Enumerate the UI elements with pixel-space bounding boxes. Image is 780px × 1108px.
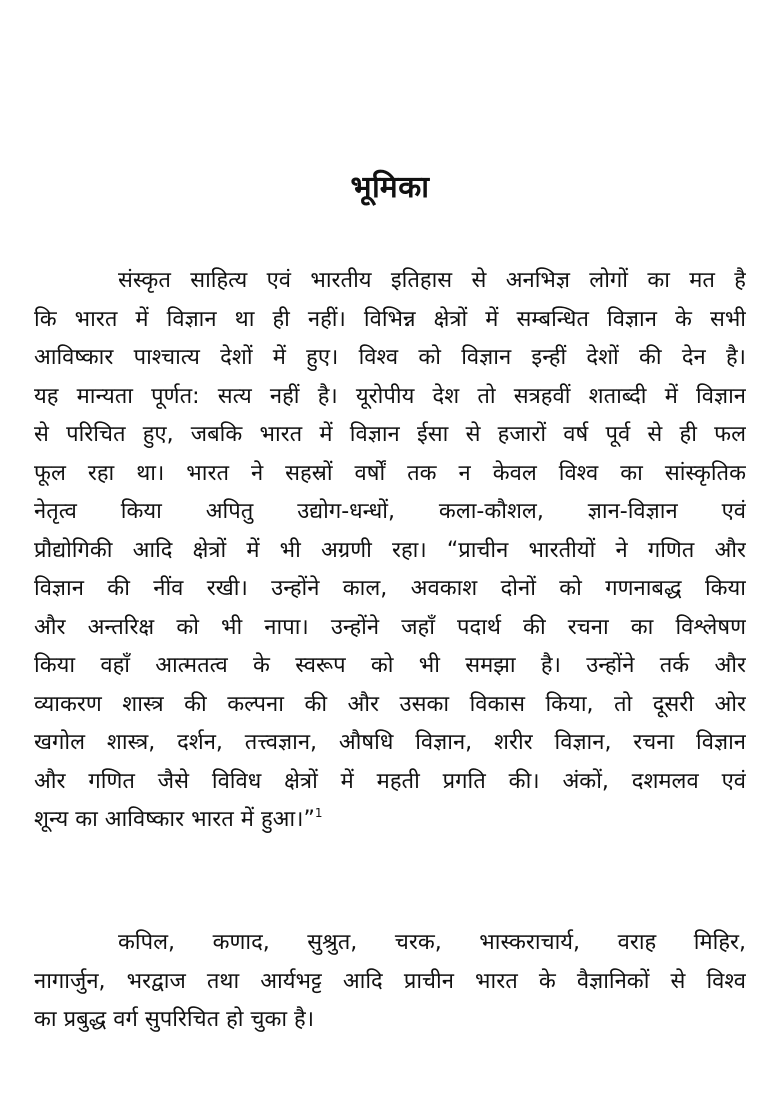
text-line: फूल रहा था। भारत ने सहस्रों वर्षों तक न केवल विश्व का सांस्कृतिक (34, 460, 746, 486)
footnote-mark: 1 (314, 806, 323, 820)
text-line: आविष्कार पाश्चात्य देशों में हुए। विश्व को विज्ञान इन्हीं देशों की देन है। (34, 345, 746, 370)
page-title: भूमिका (350, 170, 430, 205)
text-line: व्याकरण शास्त्र की कल्पना की और उसका विकास किया, तो दूसरी ओर (34, 691, 746, 717)
paragraph-2 (34, 924, 746, 1040)
text-line: कि भारत में विज्ञान था ही नहीं। विभिन्न क्षेत्रों में सम्बन्धित विज्ञान के सभी (34, 306, 746, 332)
text-line: और गणित जैसे विविध क्षेत्रों में महती प्रगति की। अंकों, दशमलव एवं (34, 768, 746, 794)
text-line: और अन्तरिक्ष को भी नापा। उन्होंने जहाँ पदार्थ की रचना का विश्लेषण (34, 614, 746, 640)
text-line: विज्ञान की नींव रखी। उन्होंने काल, अवकाश दोनों को गणनाबद्ध किया (34, 576, 746, 601)
text-line-last: का प्रबुद्ध वर्ग सुपरिचित हो चुका है। (34, 1007, 315, 1032)
paragraph-1 (34, 262, 746, 840)
text-line: यह मान्यता पूर्णत: सत्य नहीं है। यूरोपीय देश तो सत्रहवीं शताब्दी में विज्ञान (34, 383, 746, 409)
text-line: खगोल शास्त्र, दर्शन, तत्त्वज्ञान, औषधि विज्ञान, शरीर विज्ञान, रचना विज्ञान (34, 730, 746, 755)
text-line: किया वहाँ आत्मतत्व के स्वरूप को भी समझा है। उन्होंने तर्क और (34, 653, 746, 678)
text-line: नेतृत्व किया अपितु उद्योग-धन्धों, कला-कौशल, ज्ञान-विज्ञान एवं (34, 499, 746, 524)
text-line: से परिचित हुए, जबकि भारत में विज्ञान ईसा से हजारों वर्ष पूर्व से ही फल (34, 422, 746, 447)
text-line-content: शून्य का आविष्कार भारत में हुआ।” (34, 807, 315, 832)
text-line: नागार्जुन, भरद्वाज तथा आर्यभट्ट आदि प्राचीन भारत के वैज्ञानिकों से विश्व (34, 968, 746, 994)
text-line-last (34, 801, 746, 840)
text-line: कपिल, कणाद, सुश्रुत, चरक, भास्कराचार्य, वराह मिहिर, (118, 930, 746, 955)
text-line: संस्कृत साहित्य एवं भारतीय इतिहास से अनभिज्ञ लोगों का मत है (118, 268, 746, 293)
text-line: प्रौद्योगिकी आदि क्षेत्रों में भी अग्रणी रहा। “प्राचीन भारतीयों ने गणित और (34, 537, 746, 563)
